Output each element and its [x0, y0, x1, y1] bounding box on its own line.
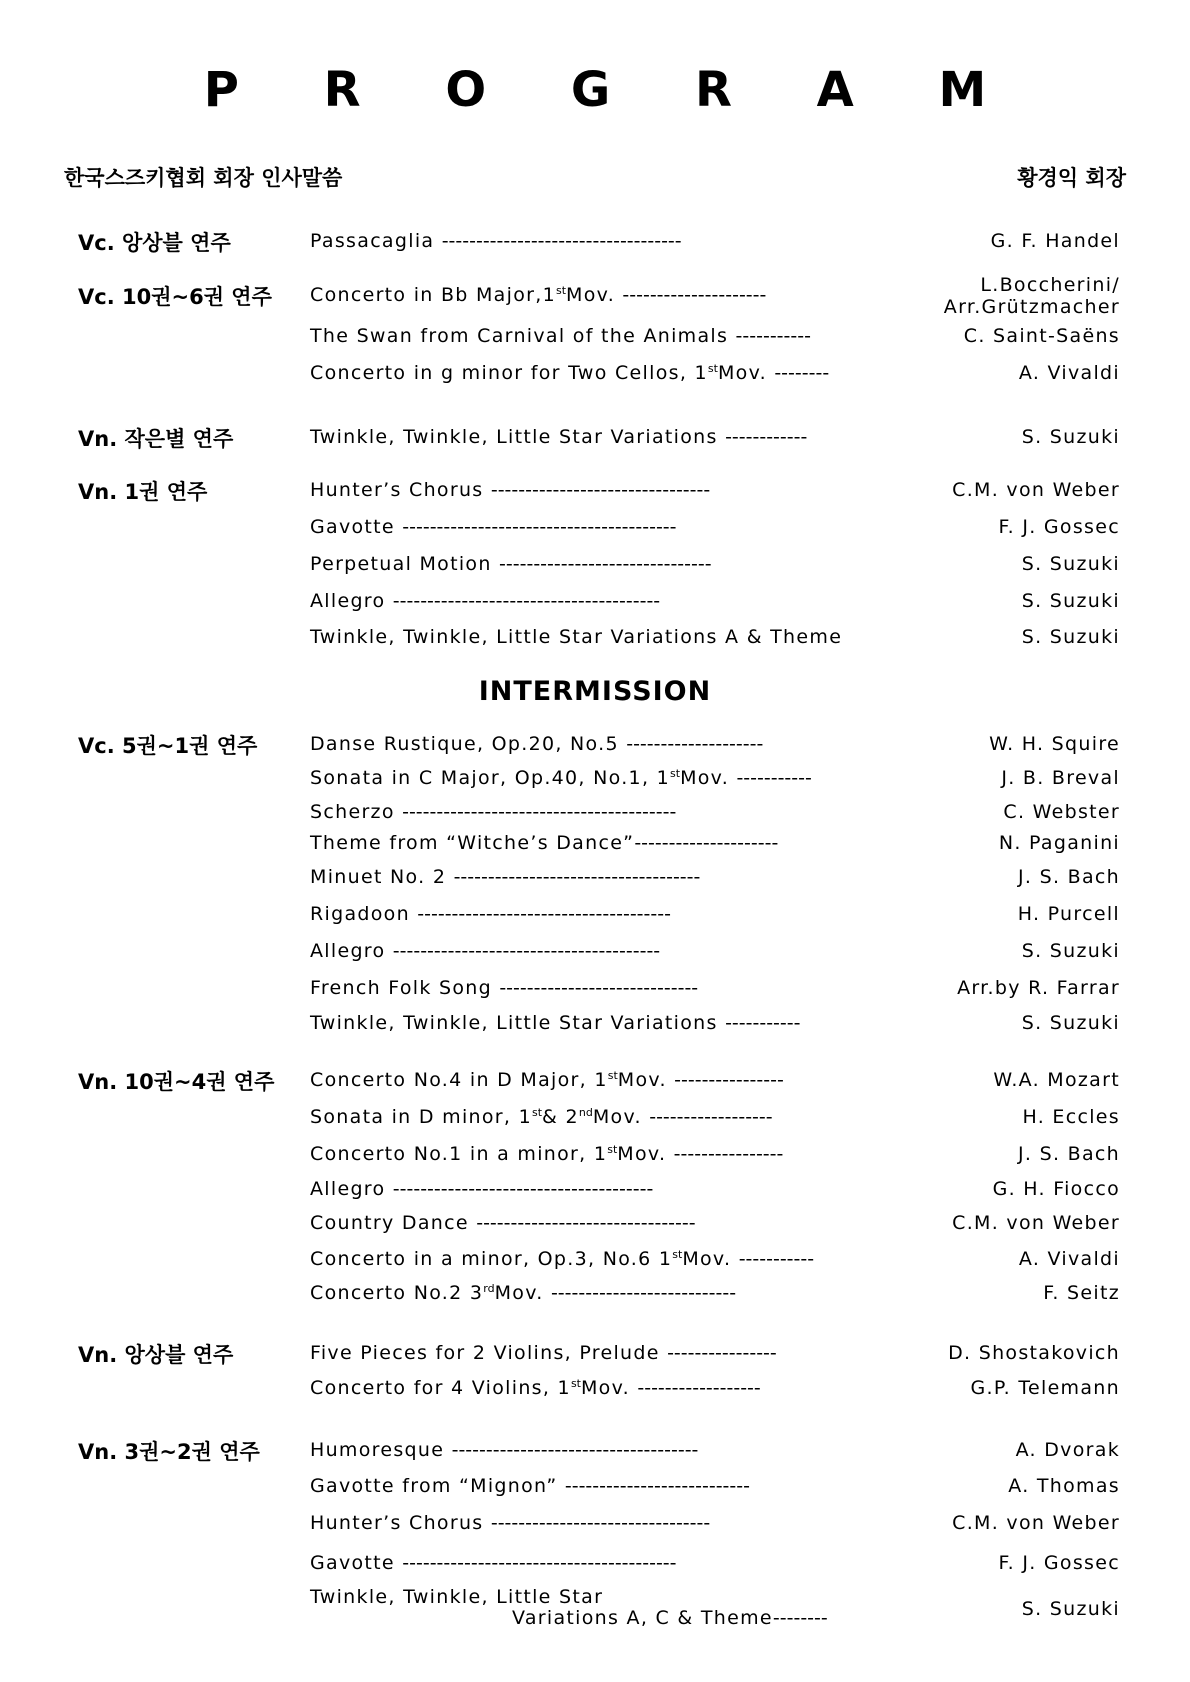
composer: C. Webster — [1003, 801, 1120, 823]
piece-title: Allegro --------------------------------------- — [310, 590, 661, 612]
piece-title: Scherzo ---------------------------------------- — [310, 801, 677, 823]
piece-title: Twinkle, Twinkle, Little Star Variations ------------ — [310, 426, 808, 448]
piece-title: Humoresque ------------------------------------ — [310, 1439, 699, 1461]
composer: C.M. von Weber — [952, 1512, 1120, 1534]
composer: S. Suzuki — [1021, 1598, 1120, 1620]
piece-title: Gavotte ---------------------------------------- — [310, 1552, 677, 1574]
piece-title: Allegro --------------------------------------- — [310, 940, 661, 962]
piece-title: Concerto in a minor, Op.3, No.6 1stMov. ----------- — [310, 1248, 815, 1270]
composer: W.A. Mozart — [993, 1069, 1120, 1091]
composer: C.M. von Weber — [952, 1212, 1120, 1234]
composer: G. F. Handel — [990, 230, 1120, 252]
composer: N. Paganini — [998, 832, 1120, 854]
composer: C.M. von Weber — [952, 479, 1120, 501]
section-label: Vn. 3권~2권 연주 — [78, 1440, 260, 1464]
piece-title: Concerto No.1 in a minor, 1stMov. ---------------- — [310, 1143, 784, 1165]
piece-title: Twinkle, Twinkle, Little Star Variations A & Theme — [310, 626, 843, 648]
piece-title: The Swan from Carnival of the Animals ----------- — [310, 325, 811, 347]
piece-title: Minuet No. 2 ------------------------------------ — [310, 866, 701, 888]
composer: A. Dvorak — [1015, 1439, 1120, 1461]
composer: S. Suzuki — [1021, 553, 1120, 575]
piece-title: Passacaglia ----------------------------------- — [310, 230, 682, 252]
composer: F. J. Gossec — [998, 1552, 1120, 1574]
composer: J. S. Bach — [1018, 866, 1120, 888]
piece-title: Perpetual Motion ------------------------------- — [310, 553, 712, 575]
piece-title: Concerto No.2 3rdMov. --------------------------- — [310, 1282, 737, 1304]
piece-title: Hunter’s Chorus -------------------------------- — [310, 479, 711, 501]
piece-title: Gavotte from “Mignon” --------------------------- — [310, 1475, 750, 1497]
greeting-label: 한국스즈키협회 회장 인사말씀 — [64, 166, 343, 190]
composer: H. Eccles — [1022, 1106, 1120, 1128]
piece-title: Concerto for 4 Violins, 1stMov. ------------------ — [310, 1377, 761, 1399]
piece-title: Theme from “Witche’s Dance”--------------------- — [310, 832, 779, 854]
section-label: Vn. 작은별 연주 — [78, 427, 234, 451]
composer: S. Suzuki — [1021, 1012, 1120, 1034]
section-label: Vc. 10권~6권 연주 — [78, 285, 272, 309]
composer: C. Saint-Saëns — [963, 325, 1120, 347]
composer: S. Suzuki — [1021, 590, 1120, 612]
piece-title: Danse Rustique, Op.20, No.5 -------------------- — [310, 733, 764, 755]
composer: J. S. Bach — [1018, 1143, 1120, 1165]
composer: D. Shostakovich — [948, 1342, 1120, 1364]
program-title: P R O G R A M — [203, 62, 1021, 118]
greeting-speaker: 황경익 회장 — [1017, 166, 1126, 190]
piece-title: Hunter’s Chorus -------------------------------- — [310, 1512, 711, 1534]
piece-title: Five Pieces for 2 Violins, Prelude ---------------- — [310, 1342, 777, 1364]
section-label: Vc. 앙상블 연주 — [78, 231, 231, 255]
section-label: Vn. 1권 연주 — [78, 480, 208, 504]
composer: Arr.by R. Farrar — [957, 977, 1120, 999]
composer: W. H. Squire — [989, 733, 1120, 755]
composer: F. Seitz — [1043, 1282, 1120, 1304]
composer: A. Vivaldi — [1018, 362, 1120, 384]
piece-title: Allegro -------------------------------------- — [310, 1178, 654, 1200]
piece-title: Concerto in Bb Major,1stMov. --------------------- — [310, 284, 767, 306]
piece-title: Twinkle, Twinkle, Little Star Variations ----------- — [310, 1012, 801, 1034]
composer: L.Boccherini/ Arr.Grützmacher — [943, 274, 1120, 318]
composer: S. Suzuki — [1021, 940, 1120, 962]
piece-title: Sonata in D minor, 1st& 2ndMov. ------------------ — [310, 1106, 773, 1128]
composer: A. Vivaldi — [1018, 1248, 1120, 1270]
section-label: Vn. 앙상블 연주 — [78, 1343, 234, 1367]
piece-title: Gavotte ---------------------------------------- — [310, 516, 677, 538]
composer: A. Thomas — [1008, 1475, 1120, 1497]
piece-title: Sonata in C Major, Op.40, No.1, 1stMov. ----------- — [310, 767, 812, 789]
piece-title: Country Dance -------------------------------- — [310, 1212, 696, 1234]
composer: S. Suzuki — [1021, 626, 1120, 648]
composer: S. Suzuki — [1021, 426, 1120, 448]
composer: G. H. Fiocco — [992, 1178, 1120, 1200]
composer: H. Purcell — [1017, 903, 1120, 925]
piece-title: Rigadoon ------------------------------------- — [310, 903, 671, 925]
composer: F. J. Gossec — [998, 516, 1120, 538]
intermission-heading: INTERMISSION — [478, 676, 712, 707]
piece-title: Concerto No.4 in D Major, 1stMov. ---------------- — [310, 1069, 784, 1091]
composer: G.P. Telemann — [970, 1377, 1120, 1399]
composer: J. B. Breval — [1001, 767, 1120, 789]
piece-title: French Folk Song ----------------------------- — [310, 977, 699, 999]
section-label: Vc. 5권~1권 연주 — [78, 734, 258, 758]
piece-title: Twinkle, Twinkle, Little Star Variations A, C & Theme-------- — [310, 1586, 828, 1629]
section-label: Vn. 10권~4권 연주 — [78, 1070, 275, 1094]
piece-title: Concerto in g minor for Two Cellos, 1stMov. -------- — [310, 362, 830, 384]
